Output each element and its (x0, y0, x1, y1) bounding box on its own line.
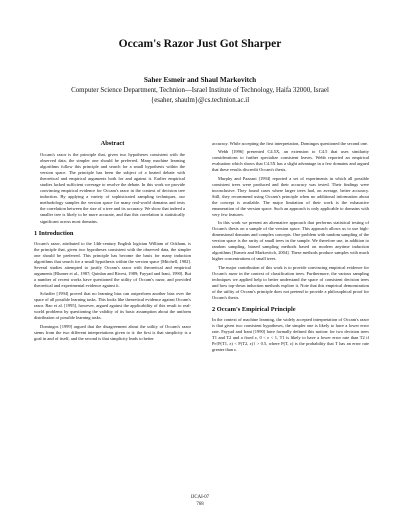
right-column (212, 141, 369, 355)
paper-emails: {esaher, shaulm}@cs.technion.ac.il (150, 97, 250, 104)
paper-affiliation: Computer Science Department, Technion—Israel Institute of Technology, Haifa 32000, Israel (71, 87, 329, 94)
left-column (34, 140, 191, 344)
section2-paragraph: In the context of machine learning, the widely accepted interpretation of Occam's razor is that given two consistent hypotheses, the simpler one is likely to have a lower error rate. Fayyad and Irani [1990] have formally defined this notion: for two decision trees T1 and T2 and a fixed ε, 0 < ε < 1, T1 is likely to have a lower error rate than T2 if Pr{P(T1, ε) < P(T2, ε)} > 0.5, where P(T, ε) is the probability that T has an error rate greater than ε. (212, 316, 369, 353)
paper-title: Occam's Razor Just Got Sharper (118, 38, 282, 50)
intro-paragraph: Schaffer [1994] proved that no learning bias can outperform another bias over the space of all possible learning tasks. This looks like theoretical evidence against Occam's razor. Rao et al. [1995], however, argued against the applicability of this result to real-world problems by questioning the validity of its basic assumption about the uniform distribution of possible learning tasks. (34, 291, 191, 321)
intro-paragraph: Domingos [1999] argued that the disagreement about the utility of Occam's razor stems from the two different interpretations given to it: the first is that simplicity is a goal in and of itself, and the second is that simplicity leads to better (34, 323, 191, 341)
intro-paragraph: Occam's razor, attributed to the 14th-century English logician William of Ockham, is the principle that, given two hypotheses consistent with the observed data, the simpler one should be preferred. This principle has become the basis for many induction algorithms that search for a small hypothesis within the version space [Mitchell, 1982]. Several studies attempted to justify Occam's razor with theoretical and empirical arguments [Blumer et al., 1987; Quinlan and Rivest, 1989; Fayyad and Irani, 1990]. But a number of recent works have questioned the utility of Occam's razor, and provided theoretical and experimental evidence against it. (34, 240, 191, 288)
body-paragraph: Murphy and Pazzani [1994] reported a set of experiments in which all possible consistent trees were produced and their accuracy was tested. Their findings were inconclusive. They found cases where larger trees had, on average, better accuracy. Still, they recommend using Occam's principle when no additional information about the concept is available. The major limitation of their work is the exhaustive enumeration of the version space. Such an approach is only applicable to domains with very few features. (212, 175, 369, 217)
body-paragraph: accuracy. While accepting the first interpretation, Domingos questioned the second one. (212, 141, 368, 146)
page-number: 768 (196, 502, 204, 507)
abstract-heading: Abstract (100, 140, 125, 147)
footer-venue: IJCAI-07 (190, 495, 210, 500)
body-paragraph: In this work we present an alternative approach that performs statistical testing of Occam's thesis on a sample of the version space. This approach allows us to use high-dimensional domains and complex concepts. One problem with random sampling of the version space is the rarity of small trees in the sample. We therefore use, in addition to random sampling, biased sampling methods based on modern anytime induction algorithms [Esmeir and Markovitch, 2004]. These methods produce samples with much higher concentrations of small trees. (212, 220, 369, 262)
body-paragraph: Webb [1996] presented C4.5X, an extension to C4.5 that uses similarity considerations to further specialize consistent leaves. Webb reported an empirical evaluation which shows that C4.5X has a slight advantage in a few domains and argued that these results discredit Occam's thesis. (212, 149, 369, 173)
abstract-text: Occam's razor is the principle that, given two hypotheses consistent with the observed data, the simpler one should be preferred. Many machine learning algorithms follow this principle and search for a small hypothesis within the version space. The principle has been the subject of a heated debate with theoretical and empirical arguments both for and against it. Earlier empirical studies lacked sufficient coverage to resolve the debate. In this work we provide convincing empirical evidence for Occam's razor in the context of decision tree induction. By applying a variety of sophisticated sampling techniques, our methodology samples the version space for many real-world domains and tests the correlation between the size of a tree and its accuracy. We show that indeed a smaller tree is likely to be more accurate, and that this correlation is statistically significant across most domains. (40, 152, 185, 224)
section-heading-introduction: 1 Introduction (34, 229, 74, 237)
section-heading-occams-empirical-principle: 2 Occam's Empirical Principle (212, 305, 296, 313)
paper-authors: Saher Esmeir and Shaul Markovitch (143, 76, 257, 84)
body-paragraph: The major contribution of this work is to provide convincing empirical evidence for Occam's razor in the context of classification trees. Furthermore, the various sampling techniques we applied help to better understand the space of consistent decision trees and how top-down induction methods explore it. Note that this empirical demonstration of the utility of Occam's principle does not pretend to provide a philosophical proof for Occam's thesis. (212, 264, 369, 300)
